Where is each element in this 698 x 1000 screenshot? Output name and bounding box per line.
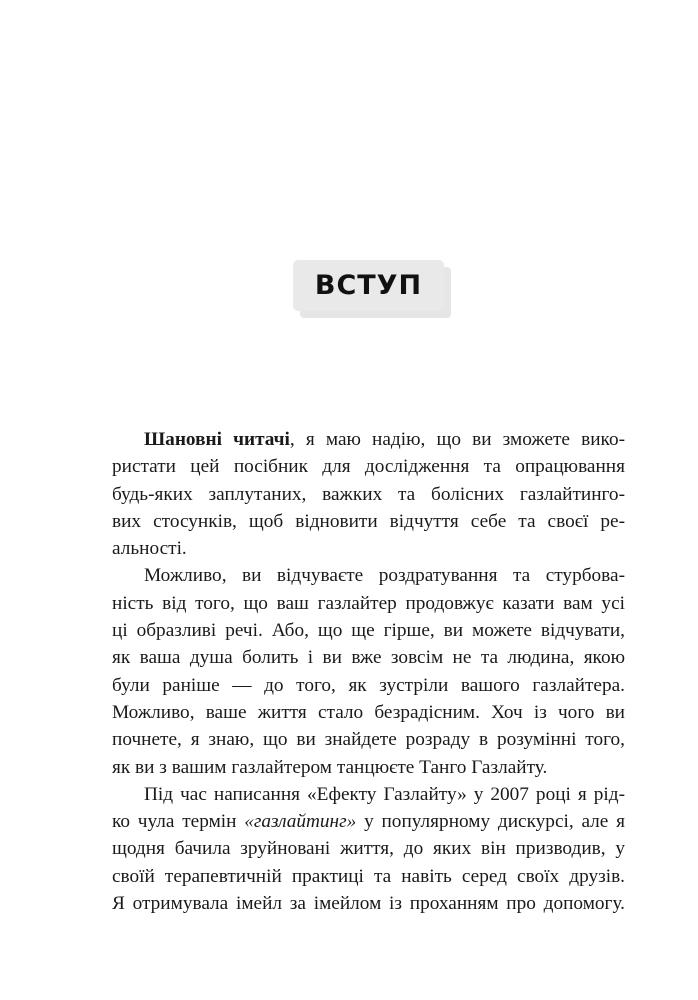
text-line: ристати цей посібник для дослідження та опрацювання [112, 456, 625, 478]
text-line: Я отримувала імейл за імейлом із проханням про допомогу. [112, 893, 625, 915]
text-line: як ваша душа болить і ви вже зовсім не та людина, якою [112, 647, 625, 669]
body-text [112, 426, 625, 917]
text-line: ці образливі речі. Або, що ще гірше, ви можете відчувати, [112, 620, 625, 642]
text-line: почнете, я знаю, що ви знайдете розраду в розумінні того, [112, 729, 625, 751]
bold-lead: Шановні читачі [144, 429, 290, 450]
text-line: як ви з вашим газлайтером танцюєте Танго Газлайту. [112, 756, 548, 778]
text-line: Під час написання «Ефекту Газлайту» у 2007 році я рід- [144, 783, 625, 805]
text-line: щодня бачила зруйновані життя, до яких він призводив, у [112, 838, 625, 860]
text-line: були раніше — до того, як зустріли вашого газлайтера. [112, 674, 625, 696]
text-fragment: , я маю надію, що ви зможете вико- [289, 429, 626, 450]
text-line: Можливо, ваше життя стало безрадісним. Хоч із чого ви [112, 701, 625, 723]
text-line: альності. [112, 538, 187, 560]
text-line [112, 426, 625, 453]
text-line [112, 808, 625, 835]
text-line: ність від того, що ваш газлайтер продовжує казати вам усі [112, 592, 625, 614]
text-line: своїй терапевтичній практиці та навіть серед своїх друзів. [112, 865, 625, 887]
text-line: Можливо, ви відчуваєте роздратування та стурбова- [144, 565, 625, 587]
text-line: будь-яких заплутаних, важких та болісних газлайтинго- [112, 483, 625, 505]
chapter-title: ВСТУП [293, 260, 444, 311]
text-fragment: у популярному дискурсі, але я [364, 811, 625, 833]
text-fragment: ко чула термін [112, 811, 245, 833]
text-line: вих стосунків, щоб відновити відчуття себе та своєї ре- [112, 510, 625, 532]
italic-term: «газлайтинг» [244, 811, 357, 833]
